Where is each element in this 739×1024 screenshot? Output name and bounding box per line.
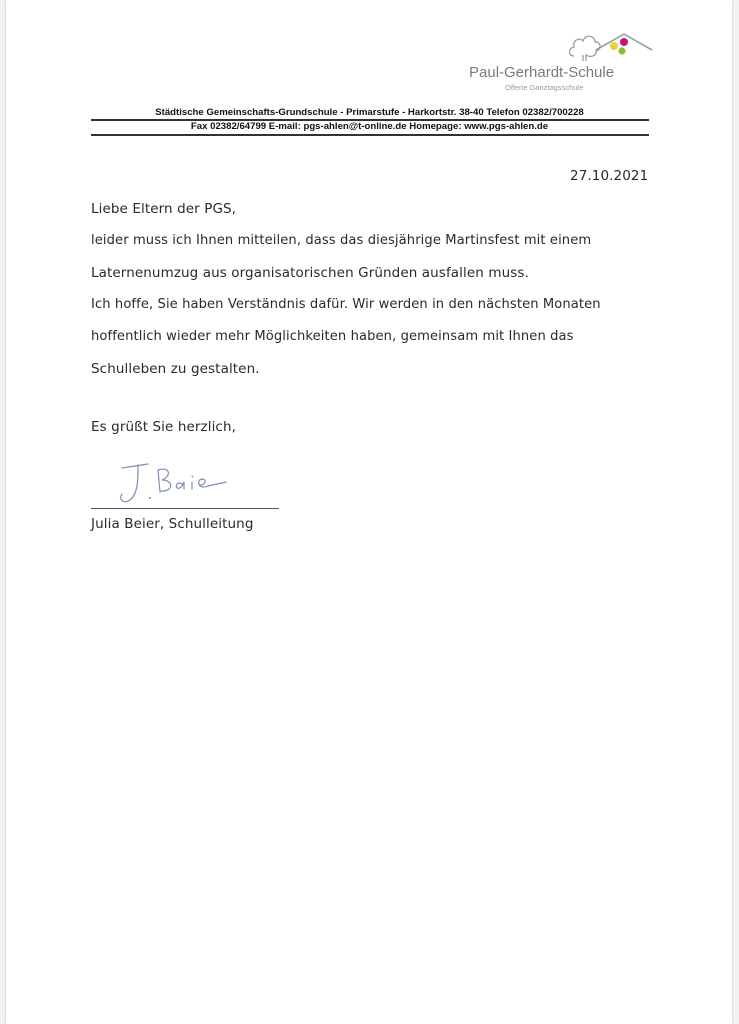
signature-line (91, 508, 279, 509)
letter-body-line: Laternenumzug aus organisatorischen Gründen ausfallen muss. (91, 265, 529, 281)
letter-body-line: hoffentlich wieder mehr Möglichkeiten haben, gemeinsam mit Ihnen das (91, 329, 574, 344)
school-address-line: Städtische Gemeinschafts-Grundschule - Primarstufe - Harkortstr. 38-40 Telefon 02382/700228 (155, 107, 584, 118)
letter-closing: Es grüßt Sie herzlich, (91, 419, 237, 435)
letter-body-line: Ich hoffe, Sie haben Verständnis dafür. Wir werden in den nächsten Monaten (91, 297, 601, 312)
letter-salutation: Liebe Eltern der PGS, (91, 201, 237, 217)
school-contact-line: Fax 02382/64799 E-mail: pgs-ahlen@t-online.de Homepage: www.pgs-ahlen.de (190, 121, 549, 132)
school-logo-graphic (566, 28, 658, 62)
letter-body-line: leider muss ich Ihnen mitteilen, dass das diesjährige Martinsfest mit einem (91, 233, 592, 248)
header-divider-bottom (91, 134, 649, 136)
school-name: Paul-Gerhardt-Schule (469, 64, 615, 81)
letter-date: 27.10.2021 (570, 168, 649, 184)
letter-page (6, 0, 732, 1024)
handwritten-signature (108, 458, 238, 506)
signature-name: Julia Beier, Schulleitung (91, 516, 254, 532)
school-subtitle: Offene Ganztagsschule (505, 83, 584, 92)
school-logo (461, 28, 661, 98)
letter-body-line: Schulleben zu gestalten. (91, 361, 260, 377)
